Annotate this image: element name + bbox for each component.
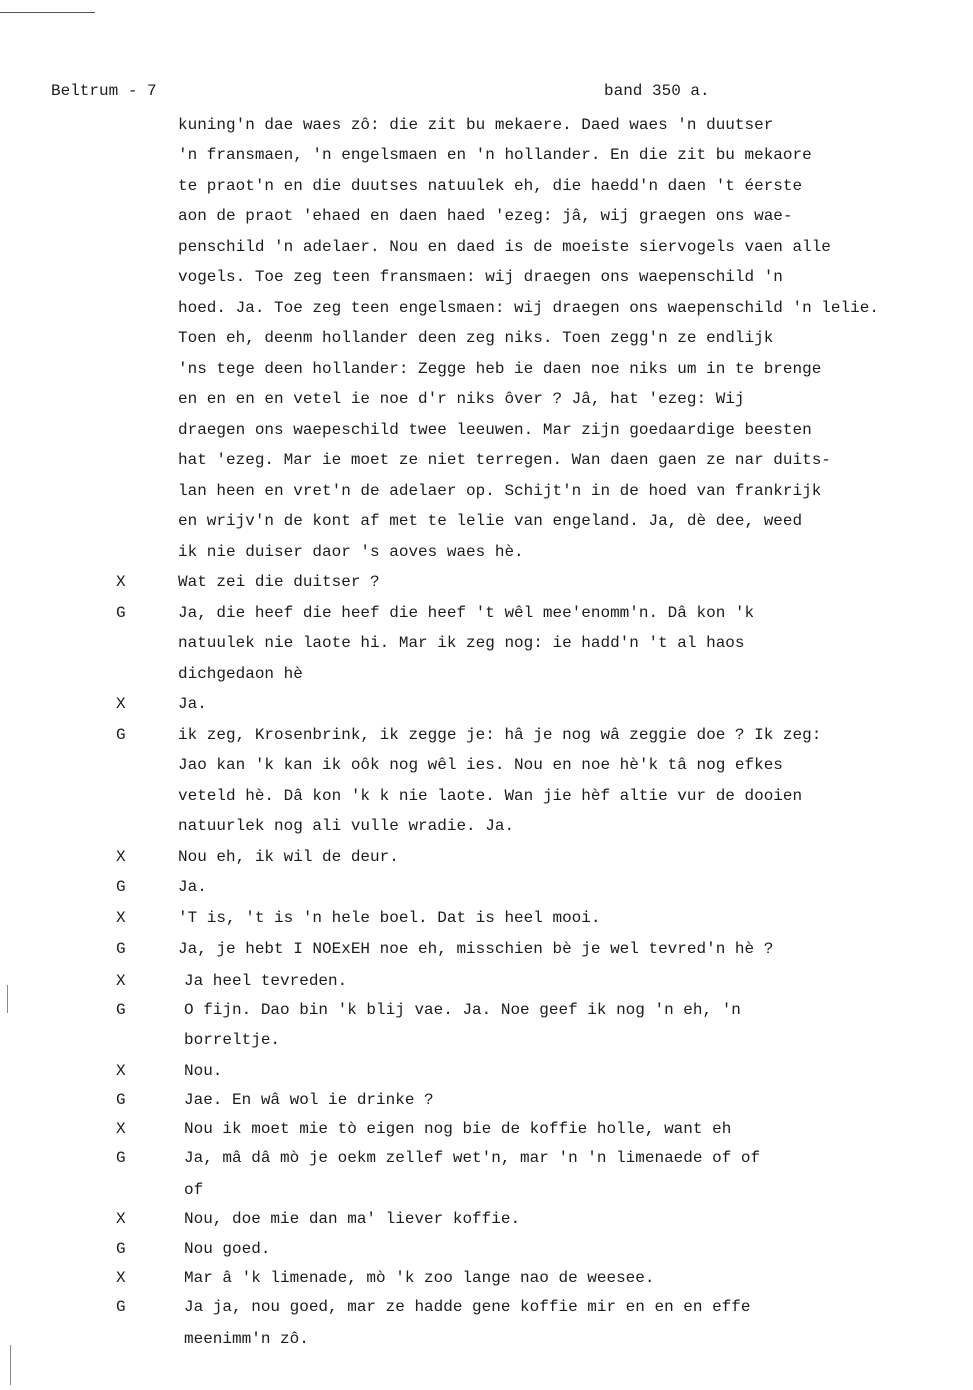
transcript-line bbox=[0, 268, 973, 292]
line-text: vogels. Toe zeg teen fransmaen: wij draegen ons waepenschild 'n bbox=[178, 268, 783, 286]
line-text: lan heen en vret'n de adelaer op. Schijt'n in de hoed van frankrijk bbox=[178, 482, 822, 500]
transcript-line bbox=[0, 1269, 973, 1293]
line-text: Mar â 'k limenade, mò 'k zoo lange nao de weesee. bbox=[184, 1269, 655, 1287]
transcript-line bbox=[0, 421, 973, 445]
line-text: Nou eh, ik wil de deur. bbox=[178, 848, 399, 866]
speaker-label: X bbox=[116, 972, 126, 990]
margin-mark bbox=[10, 1345, 11, 1385]
line-text: Nou, doe mie dan ma' liever koffie. bbox=[184, 1210, 521, 1228]
speaker-label: G bbox=[116, 878, 126, 896]
speaker-label: X bbox=[116, 848, 126, 866]
transcript-line bbox=[0, 238, 973, 262]
line-text: Ja. bbox=[178, 695, 207, 713]
speaker-label: X bbox=[116, 695, 126, 713]
transcript-line bbox=[0, 940, 973, 964]
transcript-line bbox=[0, 116, 973, 140]
speaker-label: X bbox=[116, 1062, 126, 1080]
line-text: veteld hè. Dâ kon 'k k nie laote. Wan jie hèf altie vur de dooien bbox=[178, 787, 803, 805]
speaker-label: X bbox=[116, 1120, 126, 1138]
transcript-line bbox=[0, 1210, 973, 1234]
transcript-line bbox=[0, 787, 973, 811]
transcript-line bbox=[0, 207, 973, 231]
line-text: Jao kan 'k kan ik oôk nog wêl ies. Nou en noe hè'k tâ nog efkes bbox=[178, 756, 783, 774]
transcript-line bbox=[0, 756, 973, 780]
margin-mark bbox=[7, 985, 8, 1013]
line-text: natuurlek nog ali vulle wradie. Ja. bbox=[178, 817, 515, 835]
document-location: Beltrum - 7 bbox=[51, 82, 157, 100]
line-text: Jae. En wâ wol ie drinke ? bbox=[184, 1091, 434, 1109]
speaker-label: G bbox=[116, 1240, 126, 1258]
line-text: natuulek nie laote hi. Mar ik zeg nog: ie hadd'n 't al haos bbox=[178, 634, 745, 652]
top-rule bbox=[0, 12, 95, 13]
transcript-line bbox=[0, 543, 973, 567]
transcript-line bbox=[0, 451, 973, 475]
transcript-line bbox=[0, 482, 973, 506]
line-text: Ja heel tevreden. bbox=[184, 972, 348, 990]
speaker-label: X bbox=[116, 1269, 126, 1287]
transcript-line bbox=[0, 390, 973, 414]
transcript-line bbox=[0, 634, 973, 658]
transcript-line bbox=[0, 329, 973, 353]
transcript-line bbox=[0, 665, 973, 689]
transcript-line bbox=[0, 1120, 973, 1144]
line-text: Ja, die heef die heef die heef 't wêl mee'enomm'n. Dâ kon 'k bbox=[178, 604, 755, 622]
transcript-line bbox=[0, 1031, 973, 1055]
line-text: te praot'n en die duutses natuulek eh, die haedd'n daen 't éerste bbox=[178, 177, 803, 195]
transcript-line bbox=[0, 360, 973, 384]
transcript-line bbox=[0, 1149, 973, 1173]
line-text: Ja, je hebt I NOExEH noe eh, misschien bè je wel tevred'n hè ? bbox=[178, 940, 774, 958]
line-text: meenimm'n zô. bbox=[184, 1330, 309, 1348]
line-text: Ja, mâ dâ mò je oekm zellef wet'n, mar 'n 'n limenaede of of bbox=[184, 1149, 761, 1167]
transcript-line bbox=[0, 726, 973, 750]
line-text: hat 'ezeg. Mar ie moet ze niet terregen. Wan daen gaen ze nar duits- bbox=[178, 451, 831, 469]
transcript-line bbox=[0, 909, 973, 933]
line-text: aon de praot 'ehaed en daen haed 'ezeg: jâ, wij graegen ons wae- bbox=[178, 207, 793, 225]
transcript-line bbox=[0, 972, 973, 996]
transcript-line bbox=[0, 817, 973, 841]
line-text: of bbox=[184, 1181, 204, 1199]
line-text: Wat zei die duitser ? bbox=[178, 573, 380, 591]
speaker-label: G bbox=[116, 1091, 126, 1109]
speaker-label: X bbox=[116, 909, 126, 927]
line-text: 'T is, 't is 'n hele boel. Dat is heel mooi. bbox=[178, 909, 601, 927]
transcript-line bbox=[0, 1062, 973, 1086]
line-text: Ja ja, nou goed, mar ze hadde gene koffie mir en en en effe bbox=[184, 1298, 751, 1316]
line-text: 'ns tege deen hollander: Zegge heb ie daen noe niks um in te brenge bbox=[178, 360, 822, 378]
line-text: ik zeg, Krosenbrink, ik zegge je: hâ je nog wâ zeggie doe ? Ik zeg: bbox=[178, 726, 822, 744]
transcript-line bbox=[0, 146, 973, 170]
speaker-label: G bbox=[116, 940, 126, 958]
transcript-line bbox=[0, 299, 973, 323]
transcript-line bbox=[0, 512, 973, 536]
transcript-line bbox=[0, 1330, 973, 1354]
line-text: penschild 'n adelaer. Nou en daed is de moeiste siervogels vaen alle bbox=[178, 238, 831, 256]
speaker-label: G bbox=[116, 604, 126, 622]
page-header bbox=[0, 82, 973, 106]
speaker-label: G bbox=[116, 1149, 126, 1167]
transcript-line bbox=[0, 1091, 973, 1115]
transcript-line bbox=[0, 1298, 973, 1322]
line-text: Nou ik moet mie tò eigen nog bie de koffie holle, want eh bbox=[184, 1120, 732, 1138]
speaker-label: G bbox=[116, 1001, 126, 1019]
transcript-line bbox=[0, 878, 973, 902]
line-text: draegen ons waepeschild twee leeuwen. Mar zijn goedaardige beesten bbox=[178, 421, 812, 439]
line-text: en en en en vetel ie noe d'r niks ôver ? Jâ, hat 'ezeg: Wij bbox=[178, 390, 745, 408]
line-text: hoed. Ja. Toe zeg teen engelsmaen: wij draegen ons waepenschild 'n lelie. bbox=[178, 299, 879, 317]
line-text: O fijn. Dao bin 'k blij vae. Ja. Noe geef ik nog 'n eh, 'n bbox=[184, 1001, 741, 1019]
transcript-line bbox=[0, 604, 973, 628]
line-text: 'n fransmaen, 'n engelsmaen en 'n hollander. En die zit bu mekaore bbox=[178, 146, 812, 164]
speaker-label: G bbox=[116, 1298, 126, 1316]
line-text: Nou goed. bbox=[184, 1240, 271, 1258]
line-text: borreltje. bbox=[184, 1031, 281, 1049]
tape-reference: band 350 a. bbox=[604, 82, 710, 100]
line-text: kuning'n dae waes zô: die zit bu mekaere. Daed waes 'n duutser bbox=[178, 116, 774, 134]
line-text: en wrijv'n de kont af met te lelie van engeland. Ja, dè dee, weed bbox=[178, 512, 803, 530]
line-text: dichgedaon hè bbox=[178, 665, 303, 683]
speaker-label: G bbox=[116, 726, 126, 744]
transcript-line bbox=[0, 1240, 973, 1264]
speaker-label: X bbox=[116, 1210, 126, 1228]
transcript-line bbox=[0, 1001, 973, 1025]
transcript-line bbox=[0, 573, 973, 597]
line-text: ik nie duiser daor 's aoves waes hè. bbox=[178, 543, 524, 561]
transcript-line bbox=[0, 1181, 973, 1205]
line-text: Ja. bbox=[178, 878, 207, 896]
transcript-line bbox=[0, 177, 973, 201]
speaker-label: X bbox=[116, 573, 126, 591]
transcript-line bbox=[0, 695, 973, 719]
line-text: Toen eh, deenm hollander deen zeg niks. Toen zegg'n ze endlijk bbox=[178, 329, 774, 347]
line-text: Nou. bbox=[184, 1062, 223, 1080]
transcript-line bbox=[0, 848, 973, 872]
